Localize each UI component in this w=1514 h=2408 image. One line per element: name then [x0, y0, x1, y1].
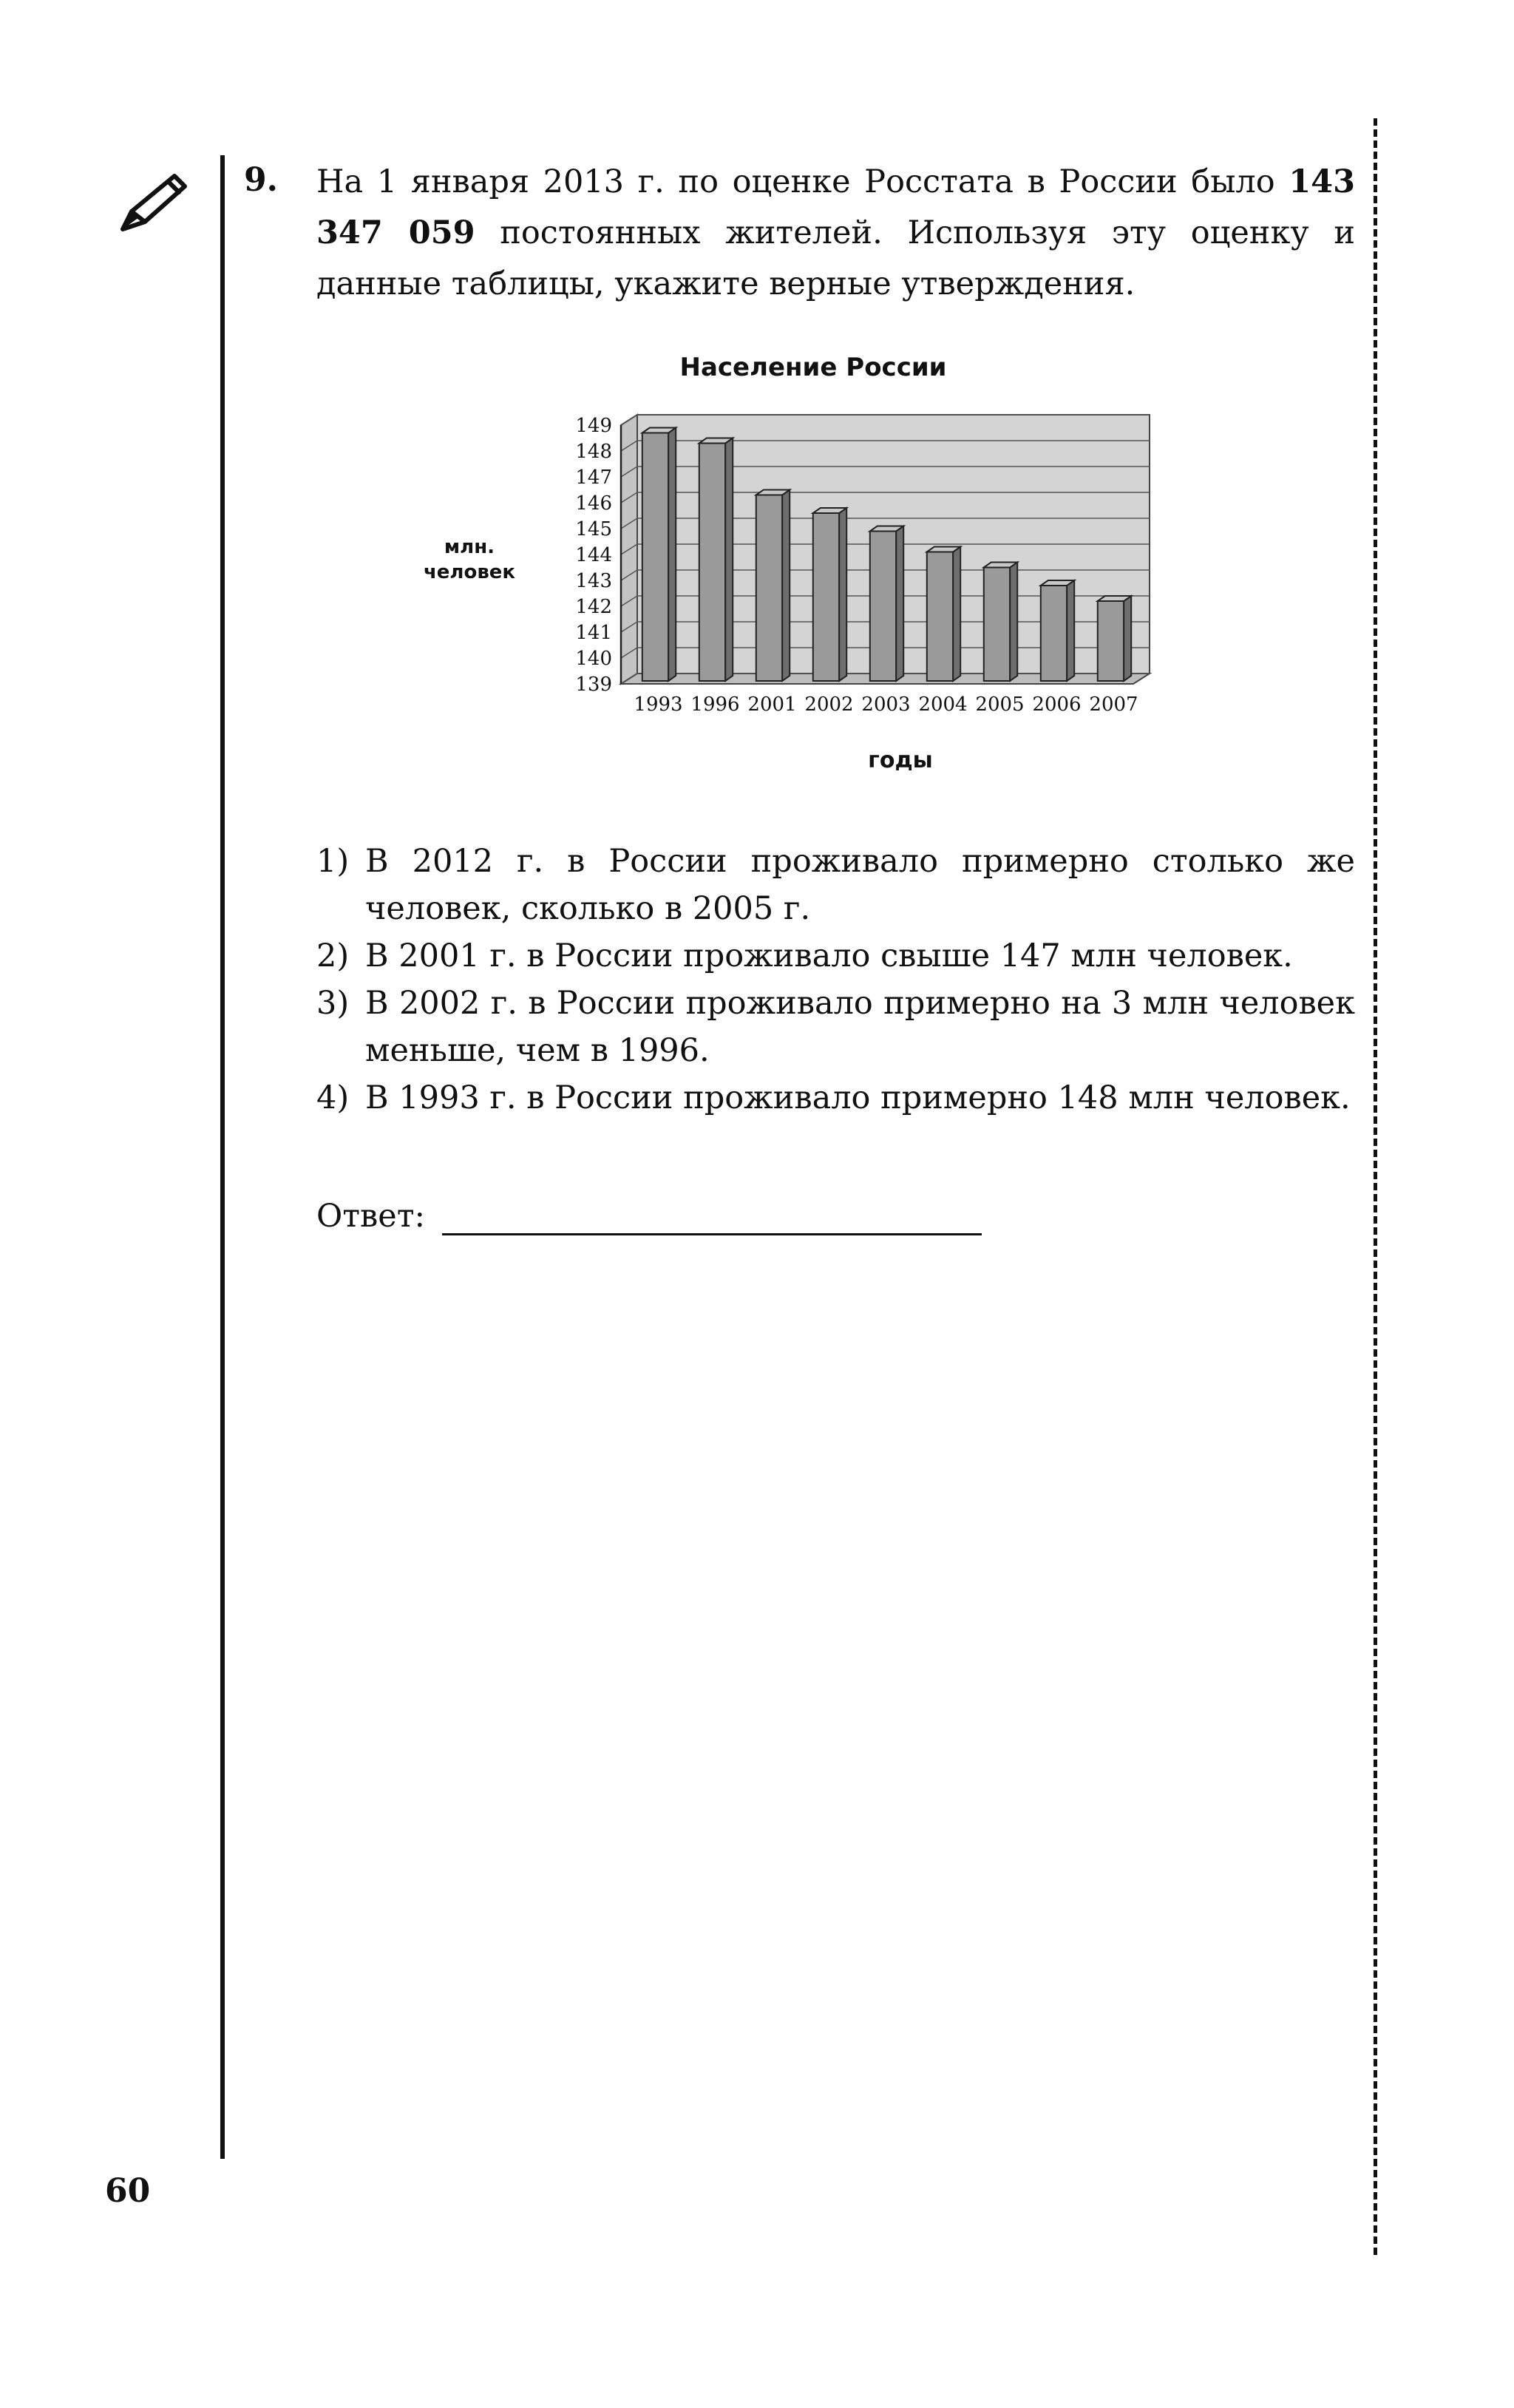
population-chart [421, 347, 1190, 806]
bar-top [699, 438, 733, 444]
option-text: В 2002 г. в России проживало примерно на 3 млн человек меньше, чем в 1996. [365, 985, 1355, 1069]
task-text-population: 143 347 059 [316, 163, 1355, 251]
option-text: В 1993 г. в России проживало примерно 148 млн человек. [365, 1079, 1351, 1116]
bar-front [927, 552, 953, 682]
y-tick-label: 149 [575, 415, 612, 437]
bar-top [1098, 596, 1131, 601]
bar-front [813, 513, 839, 681]
y-tick-label: 143 [575, 570, 612, 592]
bar-2004 [927, 547, 960, 682]
bar-front [870, 532, 896, 682]
task-text-part2: постоянных жителей. Используя эту оценку и данные таблицы, укажите верные утверждения. [316, 214, 1355, 302]
bar-2002 [813, 508, 846, 681]
bar-front [642, 433, 668, 682]
y-tick-label: 144 [575, 544, 612, 566]
bar-1993 [642, 428, 676, 682]
option-1 [316, 838, 1355, 932]
x-tick-label: 2001 [747, 693, 797, 716]
margin-line [220, 155, 225, 2159]
option-text: В 2001 г. в России проживало свыше 147 млн человек. [365, 937, 1293, 974]
option-number: 3) [316, 985, 350, 1022]
x-tick-label: 2003 [861, 693, 911, 716]
x-tick-label: 1993 [634, 693, 683, 716]
y-tick-label: 147 [575, 467, 612, 489]
bar-2005 [984, 563, 1017, 682]
bar-top [642, 428, 676, 433]
bar-1996 [699, 438, 733, 682]
x-tick-label: 2004 [918, 693, 968, 716]
bar-front [699, 444, 725, 682]
task-number: 9. [244, 161, 278, 199]
answer-label: Ответ: [316, 1198, 425, 1235]
option-text: В 2012 г. в России проживало примерно столько же человек, сколько в 2005 г. [365, 843, 1355, 927]
chart-title: Население России [679, 353, 947, 382]
bar-side [668, 428, 676, 682]
bar-front [984, 568, 1010, 682]
bar-side [1124, 596, 1131, 681]
bar-2006 [1041, 580, 1074, 681]
x-axis-label: годы [868, 747, 933, 773]
bar-front [756, 495, 782, 682]
bar-side [1010, 563, 1017, 682]
y-axis-label-line1: млн. [444, 536, 495, 558]
page-number: 60 [105, 2172, 151, 2210]
task-text-part1: На 1 января 2013 г. по оценке Росстата в России было [316, 163, 1289, 200]
option-2 [316, 932, 1355, 980]
bar-2001 [756, 490, 790, 682]
bar-2003 [870, 526, 903, 682]
population-chart-svg [421, 347, 1190, 806]
x-tick-label: 1996 [690, 693, 740, 716]
option-number: 4) [316, 1079, 350, 1116]
bar-2007 [1098, 596, 1131, 681]
bar-side [896, 526, 903, 682]
bar-side [839, 508, 846, 681]
bar-top [870, 526, 903, 532]
y-tick-label: 139 [575, 674, 612, 696]
y-tick-label: 142 [575, 596, 612, 618]
bar-top [984, 563, 1017, 568]
x-tick-label: 2007 [1089, 693, 1138, 716]
option-number: 2) [316, 937, 350, 974]
x-tick-label: 2002 [804, 693, 854, 716]
task-statement [316, 157, 1355, 310]
bar-top [1041, 580, 1074, 586]
bar-side [725, 438, 733, 682]
y-tick-label: 145 [575, 518, 612, 540]
y-axis-label-line2: человек [423, 561, 516, 583]
answer-field[interactable] [442, 1233, 982, 1235]
option-number: 1) [316, 843, 350, 880]
option-3 [316, 980, 1355, 1074]
x-tick-label: 2005 [975, 693, 1025, 716]
y-tick-label: 140 [575, 648, 612, 670]
bar-top [927, 547, 960, 552]
option-4 [316, 1074, 1355, 1122]
bar-front [1098, 601, 1124, 681]
y-tick-label: 146 [575, 492, 612, 515]
cut-line [1374, 118, 1377, 2255]
answer-options [316, 838, 1355, 1122]
y-tick-label: 148 [575, 441, 612, 463]
bar-front [1041, 586, 1067, 681]
pen-icon [117, 169, 191, 235]
bar-side [782, 490, 790, 682]
bar-side [1067, 580, 1074, 681]
bar-side [953, 547, 960, 682]
y-tick-label: 141 [575, 622, 612, 644]
bar-top [756, 490, 790, 495]
bar-top [813, 508, 846, 513]
x-tick-label: 2006 [1032, 693, 1082, 716]
